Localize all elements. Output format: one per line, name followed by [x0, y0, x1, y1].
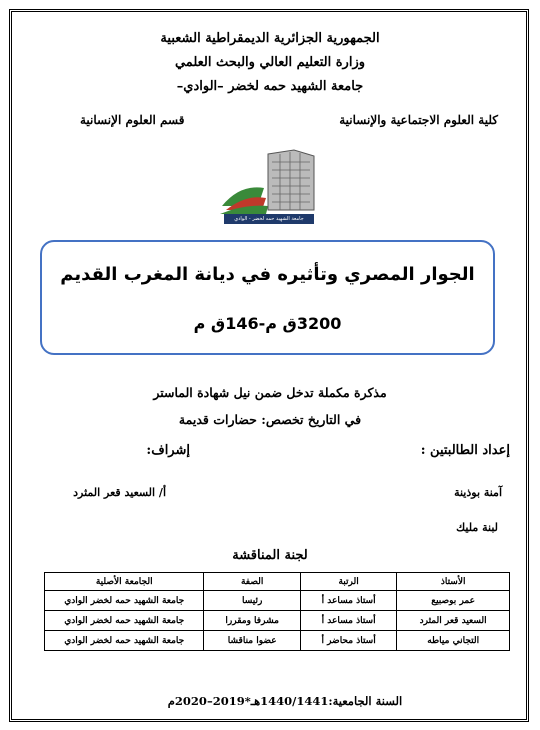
author-name-2: لبنة مليك — [456, 521, 498, 534]
faculty-name: كلية العلوم الاجتماعية والإنسانية — [339, 113, 498, 127]
cell-university: جامعة الشهيد حمه لخضر الوادي — [45, 631, 204, 651]
cell-rank: أستاذ مساعد أ — [300, 611, 396, 631]
committee-header-row — [45, 573, 510, 591]
committee-title: لجنة المناقشة — [232, 548, 308, 563]
thesis-purpose: مذكرة مكملة تدخل ضمن نيل شهادة الماستر — [153, 385, 387, 400]
thesis-title: الجوار المصري وتأثيره في ديانة المغرب القديم — [60, 264, 475, 285]
header-republic: الجمهورية الجزائرية الديمقراطية الشعبية — [160, 31, 380, 46]
authors-label: إعداد الطالبتين : — [420, 443, 510, 458]
cell-rank: أستاذ مساعد أ — [300, 591, 396, 611]
cell-rank: أستاذ محاضر أ — [300, 631, 396, 651]
header-professor: الأستاذ — [397, 573, 510, 591]
cell-role: عضوا مناقشا — [204, 631, 300, 651]
thesis-specialty: في التاريخ تخصص: حضارات قديمة — [178, 412, 362, 427]
table-row — [45, 631, 510, 651]
author-name-1: آمنة بوذينة — [454, 486, 502, 499]
header-university: الجامعة الأصلية — [45, 573, 204, 591]
cell-university: جامعة الشهيد حمه لخضر الوادي — [45, 611, 204, 631]
header-rank: الرتبة — [300, 573, 396, 591]
cell-professor: عمر بوصبيع — [397, 591, 510, 611]
cell-role: رئيسا — [204, 591, 300, 611]
logo-caption: جامعة الشهيد حمه لخضر - الوادي — [234, 216, 304, 222]
table-row — [45, 591, 510, 611]
committee-table — [44, 572, 510, 651]
supervisor-label: إشراف: — [146, 443, 190, 458]
header-role: الصفة — [204, 573, 300, 591]
academic-year: السنة الجامعية:1440/1441هـ*2019–2020م — [167, 694, 403, 708]
cell-professor: السعيد قعر المثرد — [397, 611, 510, 631]
cell-professor: التجاني مياطه — [397, 631, 510, 651]
cell-university: جامعة الشهيد حمه لخضر الوادي — [45, 591, 204, 611]
department-name: قسم العلوم الإنسانية — [80, 113, 185, 127]
table-row — [45, 611, 510, 631]
university-logo — [218, 148, 318, 228]
supervisor-name: أ/ السعيد قعر المثرد — [73, 486, 166, 499]
thesis-period: 3200ق م-146ق م — [193, 314, 342, 333]
cell-role: مشرفا ومقررا — [204, 611, 300, 631]
header-university: جامعة الشهيد حمه لخضر –الوادي– — [176, 79, 364, 94]
title-box — [40, 240, 495, 355]
header-ministry: وزارة التعليم العالي والبحث العلمي — [174, 55, 366, 70]
